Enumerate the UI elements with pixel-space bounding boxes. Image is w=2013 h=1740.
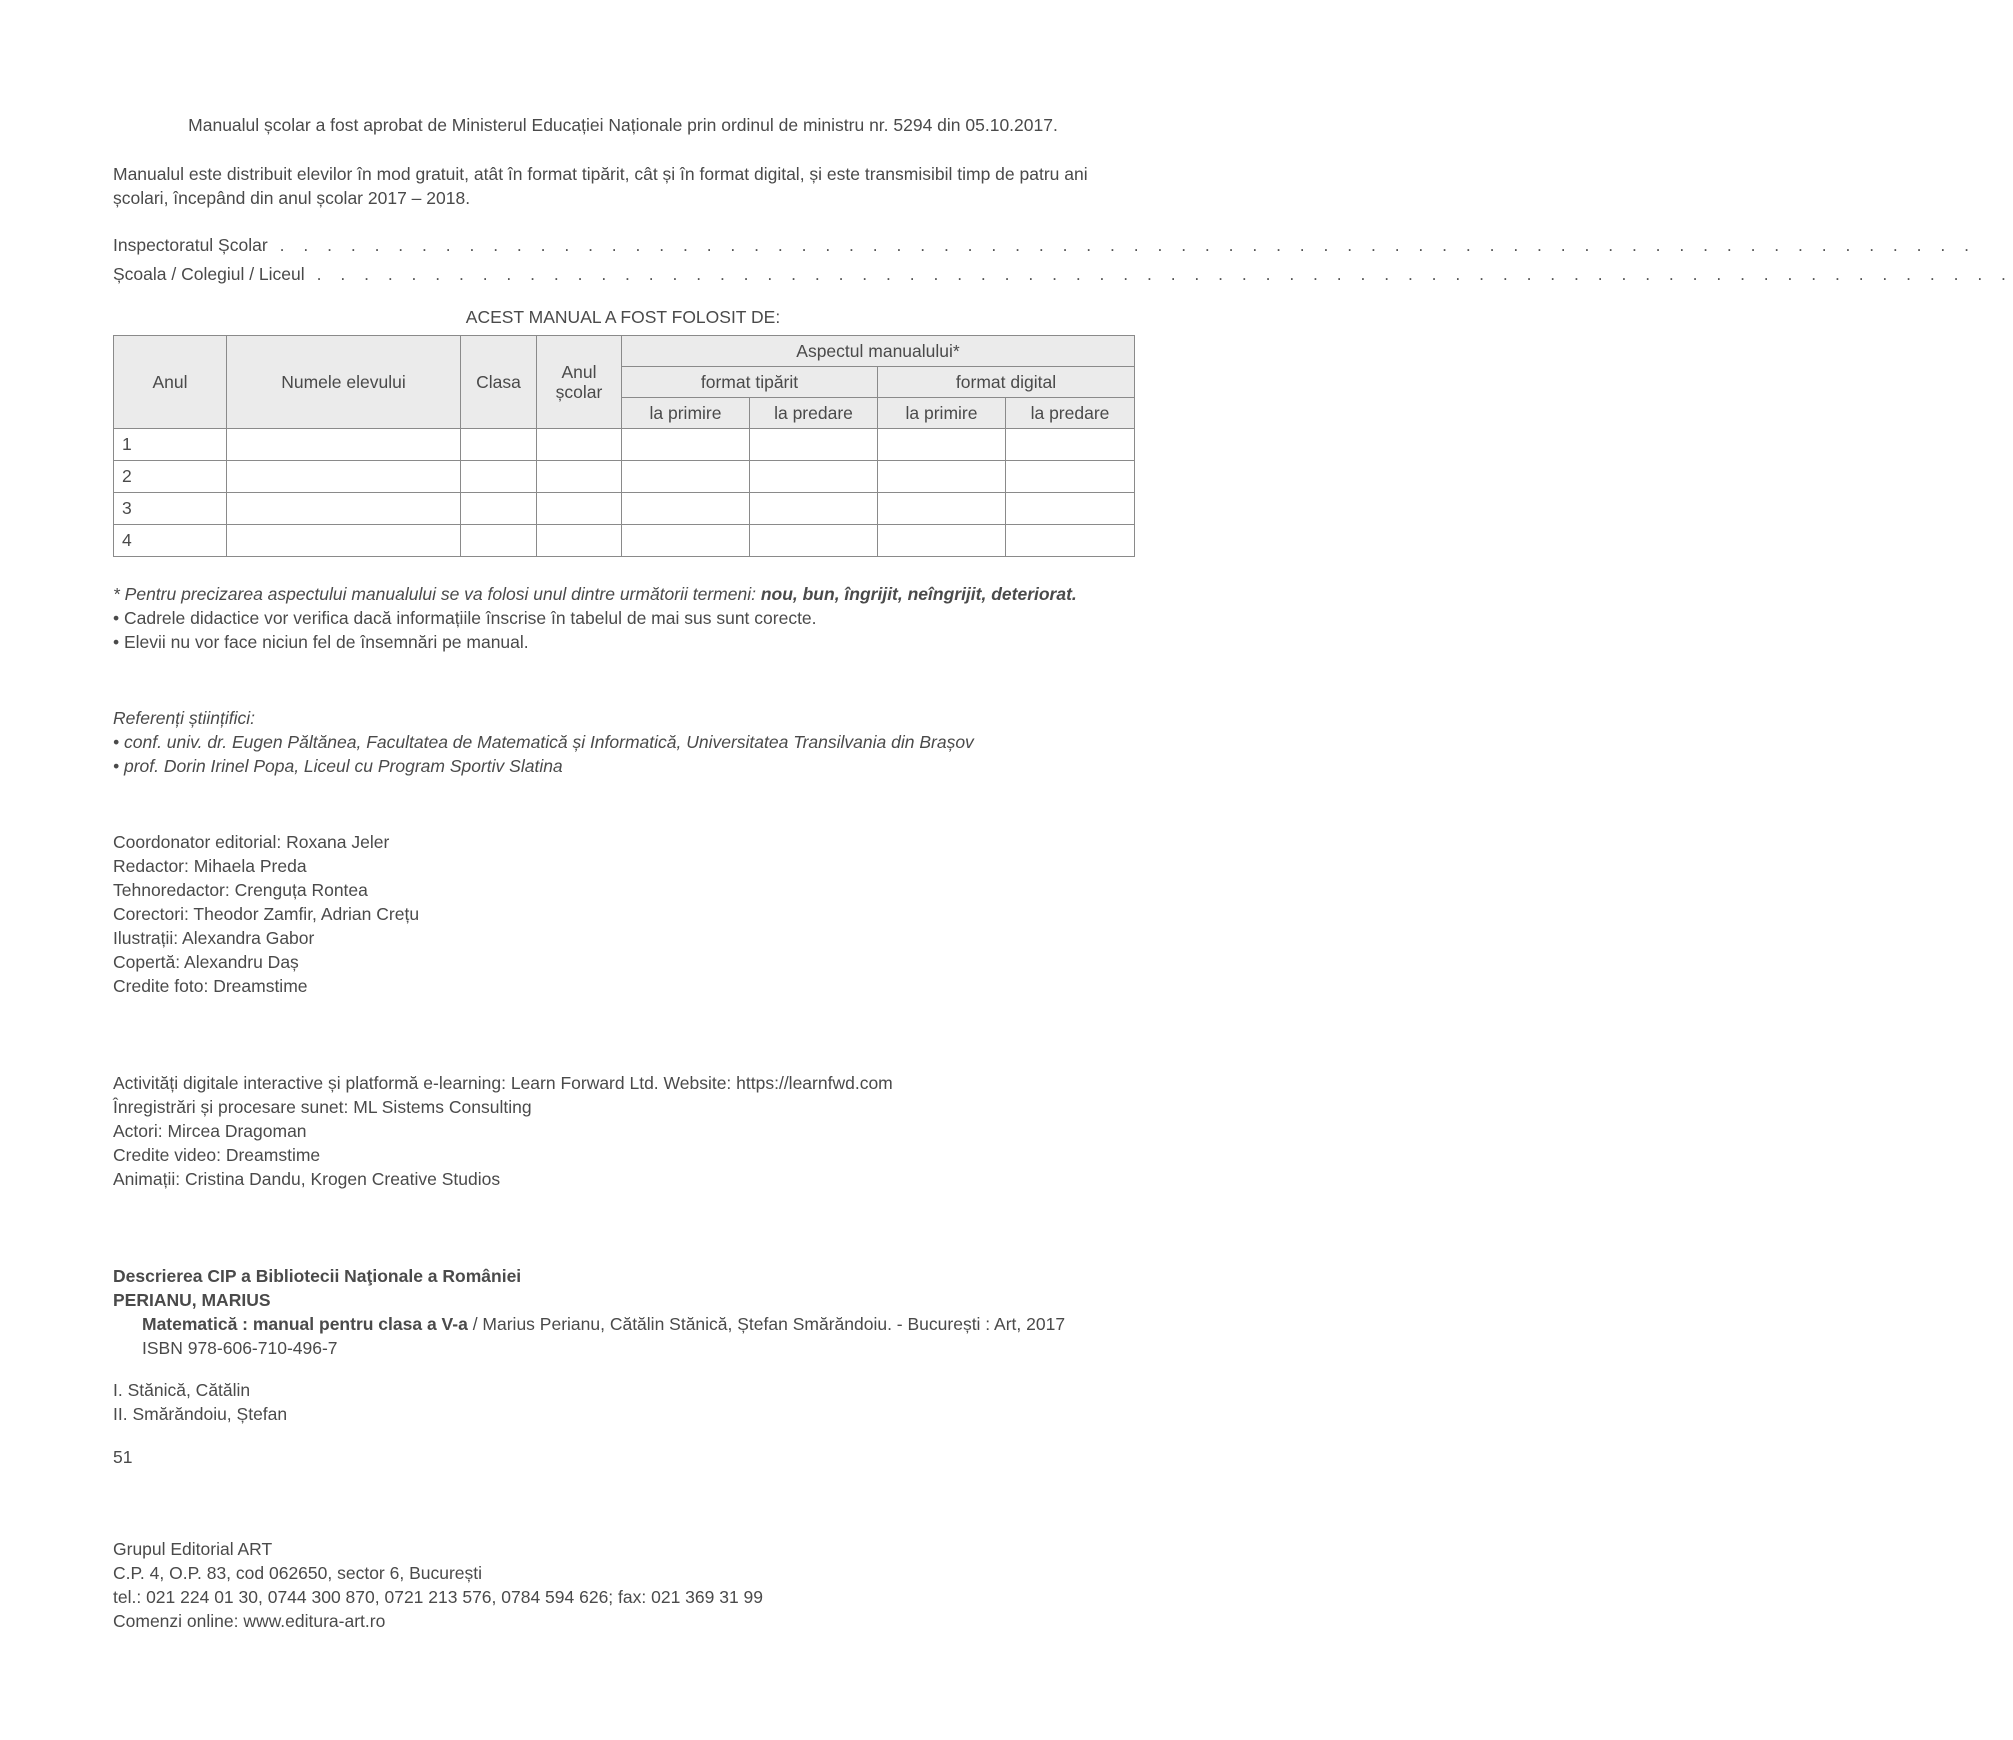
cell-tiparit-primire[interactable] [622,461,750,493]
header-anul-scolar [537,336,622,429]
referee-item: • prof. Dorin Irinel Popa, Liceul cu Program Sportiv Slatina [113,756,563,776]
cell-digital-primire[interactable] [878,493,1006,525]
table-title: ACEST MANUAL A FOST FOLOSIT DE: [465,307,781,327]
distribution-paragraph: Manualul este distribuit elevilor în mod gratuit, atât în format tipărit, cât și în format digital, și este transmisibil timp de patru ani școlari, începând din anul școlar 2017 – 2018. [113,164,1088,208]
row-number: 1 [114,429,227,461]
row-number: 4 [114,525,227,557]
digital-credit-line: Actori: Mircea Dragoman [113,1121,307,1141]
referees-block [113,706,1133,778]
aspect-note-lead: * Pentru precizarea aspectului manualului se va folosi unul dintre următorii termeni: [113,584,761,604]
cip-heading: Descrierea CIP a Bibliotecii Naţionale a României [113,1266,522,1286]
header-anul-scolar-line2: școlar [555,382,603,402]
header-tiparit-la-predare: la predare [750,398,878,429]
cell-digital-primire[interactable] [878,525,1006,557]
cell-clasa[interactable] [461,461,537,493]
cell-anul-scolar[interactable] [537,461,622,493]
credit-line: Redactor: Mihaela Preda [113,856,307,876]
header-anul-scolar-line1: Anul [561,362,597,382]
cip-title-rest: / Marius Perianu, Cătălin Stănică, Ștefan Smărăndoiu. - București : Art, 2017 [467,1314,1066,1334]
cip-index [113,1378,1133,1426]
school-label: Școala / Colegiul / Liceul [113,264,305,284]
cell-nume[interactable] [227,461,461,493]
cell-digital-predare[interactable] [1006,429,1135,461]
cip-index-1: I. Stănică, Cătălin [113,1380,251,1400]
publisher-phones: tel.: 021 224 01 30, 0744 300 870, 0721 213 576, 0784 594 626; fax: 021 369 31 99 [113,1587,764,1607]
cell-tiparit-predare[interactable] [750,493,878,525]
publisher-block [113,1537,1133,1633]
cip-title-bold: Matematică : manual pentru clasa a V-a [142,1314,468,1334]
cell-anul-scolar[interactable] [537,525,622,557]
header-clasa: Clasa [461,336,537,429]
cip-isbn: ISBN 978-606-710-496-7 [142,1338,338,1358]
note-teachers: • Cadrele didactice vor verifica dacă informațiile înscrise în tabelul de mai sus sunt corecte. [113,608,817,628]
inspectorate-dots: . . . . . . . . . . . . . . . . . . . . . . . . . . . . . . . . . . . . . . . . . . . . . . . . . . . . . . . . . . . . . . . . . . . . . . . . [279,235,1976,255]
digital-credit-line: Animații: Cristina Dandu, Krogen Creative Studios [113,1169,501,1189]
credit-line: Credite foto: Dreamstime [113,976,308,996]
header-digital-la-predare: la predare [1006,398,1135,429]
aspect-note-terms: nou, bun, îngrijit, neîngrijit, deteriorat. [760,584,1077,604]
digital-credit-line: Credite video: Dreamstime [113,1145,321,1165]
header-tiparit-la-primire: la primire [622,398,750,429]
credit-line: Coordonator editorial: Roxana Jeler [113,832,390,852]
cell-digital-predare[interactable] [1006,461,1135,493]
cell-clasa[interactable] [461,525,537,557]
digital-credits [113,1071,1133,1191]
table-row [114,525,1135,557]
cell-digital-primire[interactable] [878,429,1006,461]
school-dots: . . . . . . . . . . . . . . . . . . . . . . . . . . . . . . . . . . . . . . . . . . . . . . . . . . . . . . . . . . . . . . . . . . . . . . . . [316,264,2013,284]
row-number: 3 [114,493,227,525]
inspectorate-field [113,233,1976,262]
table-row [114,429,1135,461]
cell-clasa[interactable] [461,429,537,461]
usage-table [113,335,1135,557]
cell-anul-scolar[interactable] [537,493,622,525]
header-aspect: Aspectul manualului* [622,336,1135,367]
notes-block [113,582,1133,654]
aspect-note [113,582,1133,606]
referee-item: • conf. univ. dr. Eugen Păltănea, Facultatea de Matematică și Informatică, Universitatea Transilvania din Brașov [113,732,974,752]
credit-line: Ilustrații: Alexandra Gabor [113,928,315,948]
cell-nume[interactable] [227,493,461,525]
header-format-digital: format digital [878,367,1135,398]
cip-block [113,1264,1133,1360]
cell-nume[interactable] [227,525,461,557]
referees-heading: Referenți științifici: [113,708,255,728]
cip-author: PERIANU, MARIUS [113,1290,271,1310]
cell-tiparit-primire[interactable] [622,493,750,525]
cell-anul-scolar[interactable] [537,429,622,461]
cell-tiparit-predare[interactable] [750,525,878,557]
form-fields [113,233,2013,291]
digital-credit-line: Înregistrări și procesare sunet: ML Sistems Consulting [113,1097,532,1117]
cell-tiparit-primire[interactable] [622,525,750,557]
cip-index-2: II. Smărăndoiu, Ștefan [113,1404,288,1424]
credit-line: Tehnoredactor: Crenguța Rontea [113,880,368,900]
header-format-tiparit: format tipărit [622,367,878,398]
cell-tiparit-primire[interactable] [622,429,750,461]
publisher-address: C.P. 4, O.P. 83, cod 062650, sector 6, București [113,1563,483,1583]
cell-clasa[interactable] [461,493,537,525]
digital-credit-line: Activități digitale interactive și platformă e-learning: Learn Forward Ltd. Website: https://learnfwd.com [113,1073,893,1093]
header-nume: Numele elevului [227,336,461,429]
cell-digital-predare[interactable] [1006,493,1135,525]
cip-udc: 51 [113,1447,133,1467]
publisher-name: Grupul Editorial ART [113,1539,273,1559]
publisher-online: Comenzi online: www.editura-art.ro [113,1611,386,1631]
note-students: • Elevii nu vor face niciun fel de însemnări pe manual. [113,632,529,652]
cell-tiparit-predare[interactable] [750,429,878,461]
cell-nume[interactable] [227,429,461,461]
table-row [114,461,1135,493]
table-row [114,493,1135,525]
header-anul: Anul [114,336,227,429]
approval-line: Manualul școlar a fost aprobat de Ministerul Educației Naționale prin ordinul de ministru nr. 5294 din 05.10.2017. [188,115,1058,135]
credit-line: Copertă: Alexandru Daș [113,952,299,972]
cell-digital-predare[interactable] [1006,525,1135,557]
cip-title [113,1312,1133,1336]
cell-tiparit-predare[interactable] [750,461,878,493]
cell-digital-primire[interactable] [878,461,1006,493]
header-digital-la-primire: la primire [878,398,1006,429]
inspectorate-label: Inspectoratul Școlar [113,235,268,255]
editorial-credits [113,830,1133,998]
credit-line: Corectori: Theodor Zamfir, Adrian Crețu [113,904,420,924]
row-number: 2 [114,461,227,493]
school-field [113,262,2013,291]
